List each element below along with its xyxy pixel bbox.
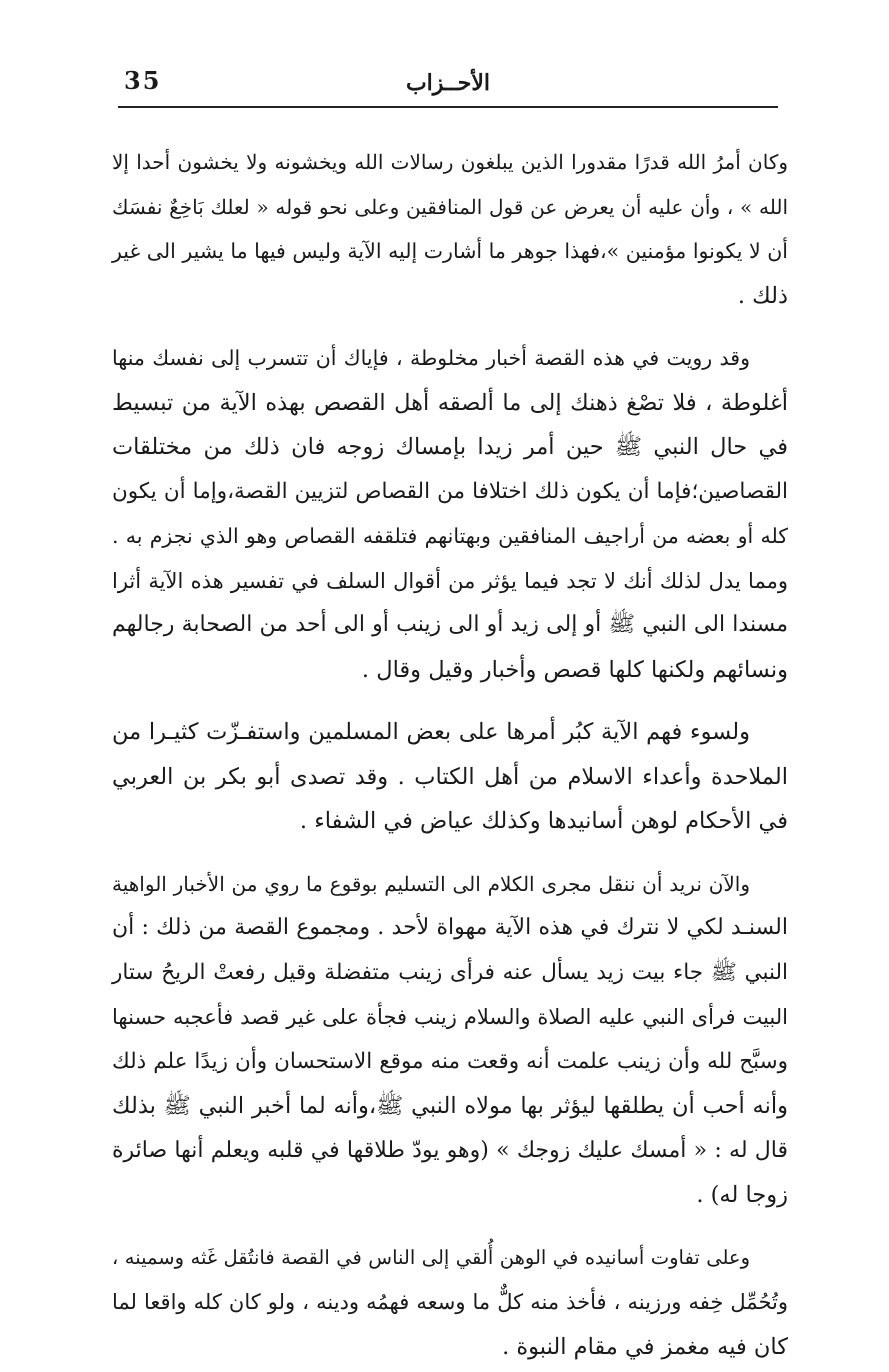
text-line: السنـد لكي لا نترك في هذه الآية مهواة لأحد . ومجموع القصة من ذلك : أن [112,915,788,940]
text-line: ونسائهم ولكنها كلها قصص وأخبار وقيل وقال . [361,656,788,683]
text-line: ذلك . [737,282,788,309]
text-line: ومما يدل لذلك أنك لا تجد فيما يؤثر من أقوال السلف في تفسير هذه الآية أثرا [112,568,788,593]
text-line: في حال النبي ﷺ حين أمر زيدا بإمساك زوجه فان ذلك من مختلقات [112,434,788,460]
text-line: قال له : « أمسك عليك زوجك » (وهو يودّ طلاقها في قلبه ويعلم أنها صائرة [112,1137,788,1163]
text-line: وسبَّح لله وأن زينب علمت أنه وقعت منه موقع الاستحسان وأن زيدًا علم ذلك [112,1048,788,1074]
paragraph-1 [112,140,788,318]
text-line: وقد رويت في هذه القصة أخبار مخلوطة ، فإياك أن تتسرب إلى نفسك منها [112,346,750,370]
text-line: النبي ﷺ جاء بيت زيد يسأل عنه فرأى زينب متفضلة وقيل رفعتْ الريحُ ستار [112,959,788,985]
paragraph-3 [112,710,788,844]
text-line: وكان أمرُ الله قدرًا مقدورا الذين يبلغون رسالات الله ويخشونه ولا يخشون أحدا إلا [112,150,788,174]
paragraph-4 [112,862,788,1218]
text-line: وأنه أحب أن يطلقها ليؤثر بها مولاه النبي ﷺ،وأنه لما أخبر النبي ﷺ بذلك [112,1093,788,1119]
paragraph-5 [112,1236,788,1370]
page-body [112,140,788,1369]
text-line: زوجا له) . [696,1182,788,1208]
paragraph-2 [112,336,788,692]
text-line: القصاصين؛فإما أن يكون ذلك اختلافا من القصاص لتزيين القصة،وإما أن يكون [112,478,788,504]
text-line: أغلوطة ، فلا تصْغ ذهنك إلى ما ألصقه أهل القصص بهذه الآية من تبسيط [112,389,788,416]
text-line: وعلى تفاوت أسانيده في الوهن أُلقي إلى الناس في القصة فانتُقل غَثه وسمينه ، [112,1245,750,1269]
text-line: مسندا الى النبي ﷺ أو إلى زيد أو الى زينب أو الى أحد من الصحابة رجالهم [112,612,788,637]
text-line: كله أو بعضه من أراجيف المنافقين وبهتانهم فتلقفه القصاص وهو الذي نجزم به . [112,524,788,548]
text-line: أن لا يكونوا مؤمنين »،فهذا جوهر ما أشارت إليه الآية وليس فيها ما يشير الى غير [112,239,788,263]
text-line: كان فيه مغمز في مقام النبوة . [502,1333,788,1360]
header-divider [118,106,778,108]
running-title: الأحــزاب [405,70,491,96]
text-line: والآن نريد أن ننقل مجرى الكلام الى التسليم بوقوع ما روي من الأخبار الواهية [112,871,750,896]
text-line: البيت فرأى النبي عليه الصلاة والسلام زينب فجأة على غير قصد فأعجبه حسنها [112,1005,788,1029]
text-line: وتُحُمِّل خِفه ورزينه ، فأخذ منه كلٌّ ما وسعه فهمُه ودينه ، ولو كان كله واقعا لما [112,1290,788,1314]
text-line: الملاحدة وأعداء الاسلام من أهل الكتاب . وقد تصدى أبو بكر بن العربي [112,763,788,790]
text-line: الله » ، وأن عليه أن يعرض عن قول المنافقين وعلى نحو قوله « لعلك بَاخِعٌ نفسَك [112,194,788,219]
page-number: 35 [124,66,162,95]
text-line: في الأحكام لوهن أسانيدها وكذلك عياض في الشفاء . [299,808,788,834]
page-header [118,62,778,102]
text-line: ولسوء فهم الآية كبُر أمرها على بعض المسلمين واستفـزّت كثيـرا من [112,719,750,745]
